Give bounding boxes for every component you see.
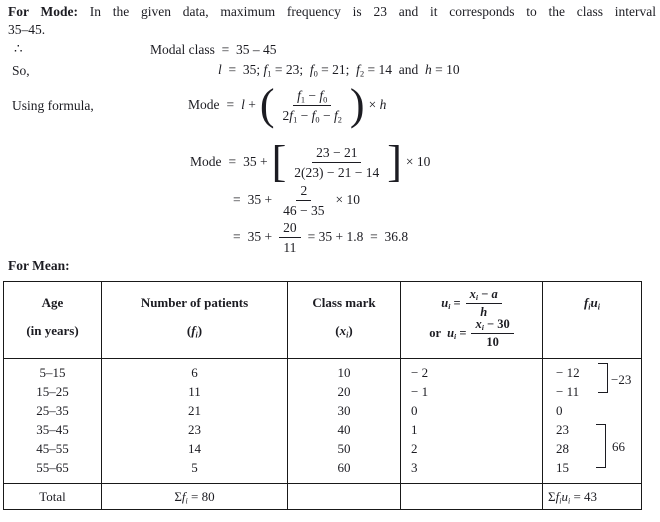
- group-bracket-negative-label: −23: [611, 372, 632, 387]
- table-cell: 14: [188, 441, 201, 456]
- empty-cell: [288, 484, 401, 510]
- fraction: [466, 288, 502, 319]
- col-ui-values: [401, 359, 543, 484]
- table-cell: 0: [411, 403, 418, 418]
- header-age-line1: Age: [41, 295, 64, 310]
- fraction: [279, 88, 346, 123]
- intro-line-1-text: In the given data, maximum frequency is 23 and it corresponds to the class interval: [78, 4, 656, 19]
- equation-result: = 35 + 1.8 = 36.8: [307, 229, 409, 244]
- mean-table: [3, 281, 642, 510]
- table-data-rows: [4, 359, 642, 484]
- table-cell: 3: [411, 460, 418, 475]
- open-paren: (: [259, 80, 275, 130]
- fraction-denominator: h: [480, 304, 488, 319]
- mode-step3-equation: [233, 219, 408, 255]
- fraction-numerator: $x_i - 30$: [471, 318, 513, 334]
- equation-pre-term: 35 +: [247, 229, 273, 244]
- table-cell: 15: [556, 460, 569, 475]
- fraction-denominator: 2(23) − 21 − 14: [294, 164, 380, 180]
- table-cell: 2: [411, 441, 418, 456]
- substitution-line: l = 35; $f_1 = 23$; $f_0 = 21$; $f_2 = 14$ and h = 10: [218, 62, 460, 79]
- table-cell: 35–45: [36, 422, 69, 437]
- fraction-numerator: $f_1 - f_0$: [293, 88, 331, 106]
- equation-lhs: Mode: [188, 97, 220, 112]
- table-cell: 1: [411, 422, 418, 437]
- ui-definition-2: [401, 318, 542, 348]
- intro-line-1: [8, 3, 656, 21]
- equation-pre-term: 35 +: [243, 154, 268, 169]
- table-cell: 11: [188, 384, 201, 399]
- col-header-classmark: [288, 282, 401, 359]
- fraction-numerator: 2: [296, 183, 311, 201]
- mode-step2-equation: [233, 182, 360, 218]
- therefore-symbol: ∴: [14, 41, 23, 56]
- fraction-numerator: 20: [279, 220, 301, 238]
- total-label-cell: Total: [4, 484, 102, 510]
- header-classmark-line1: Class mark: [312, 295, 376, 310]
- table-cell: 15–25: [36, 384, 69, 399]
- table-cell: − 12: [556, 365, 580, 380]
- col-header-age: [4, 282, 102, 359]
- header-classmark-line2: $(x_i)$: [335, 323, 353, 340]
- table-cell: 45–55: [36, 441, 69, 456]
- col-patients-values: [102, 359, 288, 484]
- table-total-row: [4, 484, 642, 510]
- fraction: [471, 318, 513, 349]
- table-cell: 55–65: [36, 460, 69, 475]
- table-cell: 23: [188, 422, 201, 437]
- total-fiui-cell: $\Sigma f_iu_i = 43$: [543, 484, 642, 510]
- for-mode-label: For Mode:: [8, 4, 78, 19]
- close-paren: ): [349, 80, 365, 130]
- table-cell: 5: [191, 460, 198, 475]
- table-cell: 6: [191, 365, 198, 380]
- fraction-denominator: 10: [486, 334, 499, 349]
- header-fiui: $f_iu_i$: [583, 295, 601, 312]
- table-cell: 0: [556, 403, 563, 418]
- table-cell: 40: [337, 422, 351, 437]
- col-header-patients: [102, 282, 288, 359]
- equals-sign: =: [228, 154, 237, 169]
- equals-sign: =: [226, 97, 235, 112]
- table-cell: 10: [337, 365, 351, 380]
- fraction: [290, 145, 383, 180]
- equation-pre-term: l +: [241, 97, 256, 112]
- fraction-denominator: 46 − 35: [283, 202, 325, 218]
- modal-class-equation: Modal class = 35 – 45: [150, 42, 277, 57]
- fraction-numerator: $x_i - a$: [466, 288, 502, 304]
- header-patients-line1: Number of patients: [140, 295, 249, 310]
- table-cell: 25–35: [36, 403, 69, 418]
- fraction-denominator: $2f_1 - f_0 - f_2$: [282, 107, 342, 124]
- table-cell: 21: [188, 403, 201, 418]
- fraction: [279, 220, 301, 255]
- mode-formula-equation: [188, 81, 386, 129]
- ui-formula-lhs: or $u_i$ =: [429, 326, 467, 342]
- equals-sign: =: [233, 192, 241, 207]
- ui-formula-lhs: $u_i$ =: [441, 296, 461, 312]
- group-bracket-positive: [596, 424, 606, 468]
- ui-definition-1: [401, 288, 542, 318]
- total-patients-cell: $\Sigma f_i = 80$: [102, 484, 288, 510]
- table-cell: − 2: [411, 365, 429, 380]
- close-bracket: ]: [387, 137, 402, 187]
- table-cell: 28: [556, 441, 569, 456]
- table-cell: − 11: [556, 384, 580, 399]
- table-cell: − 1: [411, 384, 429, 399]
- fraction-denominator: 11: [283, 239, 297, 255]
- col-age-values: [4, 359, 102, 484]
- col-classmark-values: [288, 359, 401, 484]
- intro-line-2: 35–45.: [8, 21, 46, 37]
- empty-cell: [401, 484, 543, 510]
- col-header-ui: [401, 282, 543, 359]
- table-cell: 30: [337, 403, 351, 418]
- table-cell: 60: [337, 460, 351, 475]
- table-header-row: [4, 282, 642, 359]
- using-formula-label: Using formula,: [12, 98, 94, 113]
- group-bracket-negative: [598, 363, 608, 393]
- equation-post-term: × h: [368, 97, 387, 112]
- fraction: [279, 183, 328, 218]
- table-cell: 23: [556, 422, 569, 437]
- table-cell: 50: [337, 441, 351, 456]
- equation-lhs: Mode: [190, 154, 222, 169]
- intro-paragraph: [8, 3, 656, 38]
- fraction-numerator: 23 − 21: [312, 145, 361, 163]
- header-patients-line2: $(f_i)$: [186, 323, 203, 340]
- equals-sign: =: [233, 229, 241, 244]
- equation-pre-term: 35 +: [247, 192, 273, 207]
- so-label: So,: [12, 63, 30, 78]
- mean-heading: For Mean:: [8, 258, 70, 273]
- equation-post-term: × 10: [335, 192, 360, 207]
- header-age-line2: (in years): [26, 323, 79, 338]
- group-bracket-positive-label: 66: [612, 439, 625, 454]
- mode-step1-equation: [190, 138, 430, 186]
- equation-post-term: × 10: [405, 154, 431, 169]
- col-header-fiui: [543, 282, 642, 359]
- open-bracket: [: [271, 137, 287, 187]
- table-cell: 20: [337, 384, 351, 399]
- table-cell: 5–15: [39, 365, 66, 380]
